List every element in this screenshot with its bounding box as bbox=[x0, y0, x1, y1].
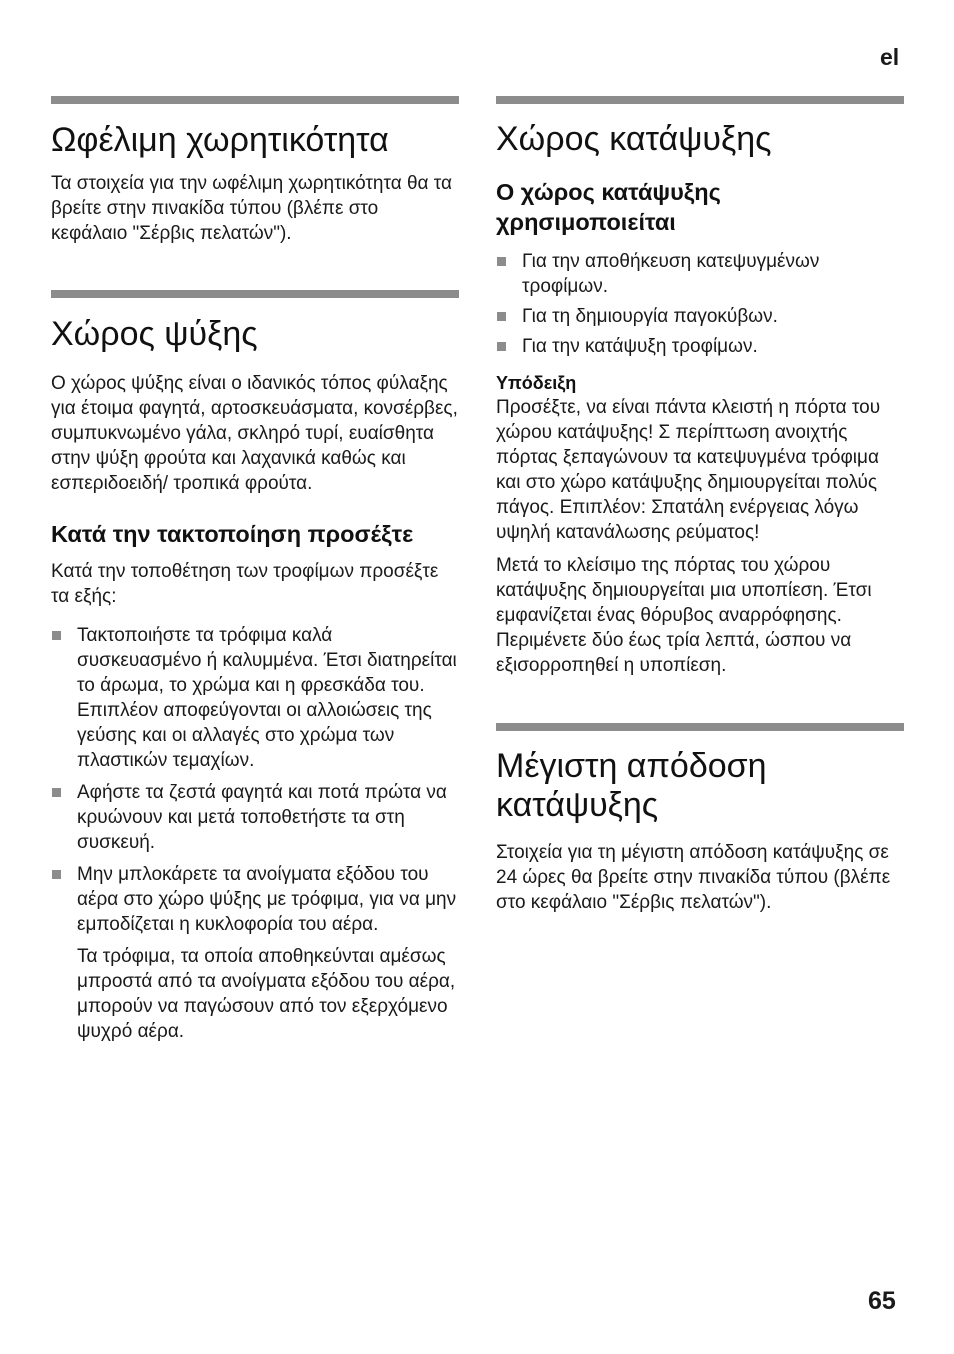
subsection-title-arranging: Κατά την τακτοποίηση προσέξτε bbox=[51, 521, 414, 547]
freezer-use-list bbox=[496, 249, 904, 359]
section-title-cooling-compartment: Χώρος ψύξης bbox=[51, 315, 258, 353]
bullet-icon bbox=[497, 257, 506, 266]
arranging-list bbox=[51, 623, 459, 937]
section-divider bbox=[51, 290, 459, 298]
list-item: Αφήστε τα ζεστά φαγητά και ποτά πρώτα να κρυώνουν και μετά τοποθετήστε τα στη συσκευή. bbox=[51, 780, 459, 855]
bullet-icon bbox=[52, 788, 61, 797]
air-outlet-note: Τα τρόφιμα, τα οποία αποθηκεύνται αμέσως μπροστά από τα ανοίγματα εξόδου του αέρα, μπορούν να παγώσουν από τον εξερχόμενο ψυχρό αέρα. bbox=[77, 946, 456, 1042]
bullet-icon bbox=[52, 631, 61, 640]
section-divider bbox=[51, 96, 459, 104]
note-title: Υπόδειξη bbox=[496, 373, 577, 393]
left-column bbox=[51, 96, 459, 1044]
bullet-icon bbox=[497, 342, 506, 351]
right-column bbox=[496, 96, 904, 915]
section-title-usable-capacity: Ωφέλιμη χωρητικότητα bbox=[51, 121, 389, 159]
list-item: Για την κατάψυξη τροφίμων. bbox=[496, 334, 904, 359]
subsection-title-freezer-use: Ο χώρος κατάψυξης χρησιμοποιείται bbox=[496, 179, 721, 235]
note-text: Προσέξτε, να είναι πάντα κλειστή η πόρτα του χώρου κατάψυξης! Σ περίπτωση ανοιχτής πόρτας ξεπαγώνουν τα κατεψυγμένα τρόφιμα και στο χώρο κατάψυξης δημιουργείται πολύς πάγος. Επιπλέον: Σπατάλη ενέργειας λόγω υψηλή κατανάλωσης ρεύματος! bbox=[496, 397, 881, 543]
arranging-intro: Κατά την τοποθέτηση των τροφίμων προσέξτε τα εξής: bbox=[51, 561, 439, 607]
section-divider bbox=[496, 723, 904, 731]
list-item: Μην μπλοκάρετε τα ανοίγματα εξόδου του αέρα στο χώρο ψύξης με τρόφιμα, για να μην εμποδίζεται η κυκλοφορία του αέρα. bbox=[51, 862, 459, 937]
section-divider bbox=[496, 96, 904, 104]
bullet-icon bbox=[497, 312, 506, 321]
list-item: Τακτοποιήστε τα τρόφιμα καλά συσκευασμένο ή καλυμμένα. Έτσι διατηρείται το άρωμα, το χρώμα και η φρεσκάδα του. Επιπλέον αποφεύγονται οι αλλοιώσεις της γεύσης και οι αλλαγές στο χρώμα των πλαστικών τεμαχίων. bbox=[51, 623, 459, 773]
page-number: 65 bbox=[868, 1287, 896, 1315]
bullet-icon bbox=[52, 870, 61, 879]
vacuum-text: Μετά το κλείσιμο της πόρτας του χώρου κατάψυξης δημιουργείται μια υποπίεση. Έτσι εμφανίζεται ένας θόρυβος αναρρόφησης. Περιμένετε δύο έως τρία λεπτά, ώσπου να εξισορροπηθεί η υποπίεση. bbox=[496, 555, 872, 676]
max-freezing-capacity-text: Στοιχεία για τη μέγιστη απόδοση κατάψυξης σε 24 ώρες θα βρείτε στην πινακίδα τύπου (βλέπε στο κεφάλαιο "Σέρβις πελατών"). bbox=[496, 842, 891, 913]
usable-capacity-text: Τα στοιχεία για την ωφέλιμη χωρητικότητα θα τα βρείτε στην πινακίδα τύπου (βλέπε στο κεφάλαιο "Σέρβις πελατών"). bbox=[51, 173, 453, 244]
list-item: Για τη δημιουργία παγοκύβων. bbox=[496, 304, 904, 329]
section-title-max-freezing-capacity: Μέγιστη απόδοση κατάψυξης bbox=[496, 747, 767, 824]
section-title-freezer-compartment: Χώρος κατάψυξης bbox=[496, 120, 772, 158]
list-item: Για την αποθήκευση κατεψυγμένων τροφίμων. bbox=[496, 249, 904, 299]
language-code: el bbox=[880, 44, 900, 70]
cooling-compartment-text: Ο χώρος ψύξης είναι ο ιδανικός τόπος φύλαξης για έτοιμα φαγητά, αρτοσκευάσματα, κονσέρβες, συμπυκνωμένο γάλα, σκληρό τυρί, ευαίσθητα στην ψύξη φρούτα και λαχανικά καθώς και εσπεριδοειδή/ τροπικά φρούτα. bbox=[51, 373, 458, 494]
